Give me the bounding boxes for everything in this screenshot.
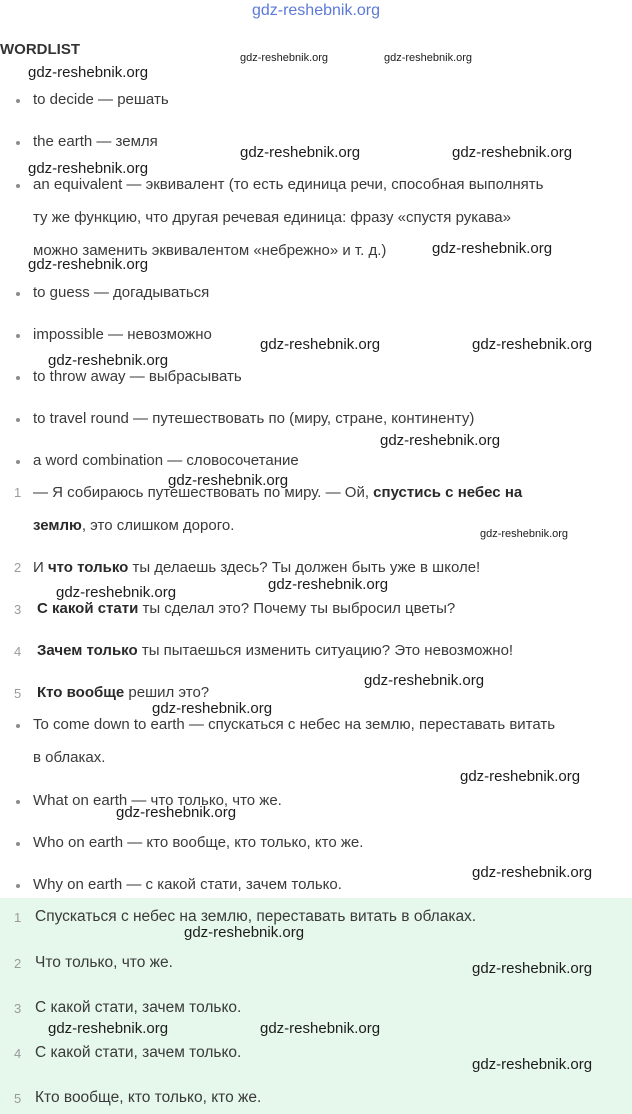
bullet-icon (16, 141, 20, 145)
watermark: gdz-reshebnik.org (260, 1020, 381, 1037)
exercise-item: С какой стати ты сделал это? Почему ты выбросил цветы? (37, 600, 456, 617)
watermark: gdz-reshebnik.org (168, 472, 289, 489)
bullet-icon (16, 292, 20, 296)
answer-number: 3 (14, 1001, 22, 1016)
watermark: gdz-reshebnik.org (380, 432, 501, 449)
exercise-number: 5 (14, 686, 22, 701)
watermark: gdz-reshebnik.org (28, 256, 149, 273)
answer-item: Что только, что же. (35, 954, 173, 971)
wordlist-item: the earth — земля (33, 133, 158, 150)
bullet-icon (16, 800, 20, 804)
watermark: gdz-reshebnik.org (384, 52, 473, 64)
watermark: gdz-reshebnik.org (48, 352, 169, 369)
wordlist-item: to travel round — путешествовать по (миру, стране, континенту) (33, 410, 475, 427)
site-title[interactable]: gdz-reshebnik.org (251, 2, 381, 19)
wordlist-item: to decide — решать (33, 91, 169, 108)
wordlist-item: a word combination — словосочетание (33, 452, 299, 469)
watermark: gdz-reshebnik.org (152, 700, 273, 717)
exercise-item: Зачем только ты пытаешься изменить ситуацию? Это невозможно! (37, 642, 514, 659)
answer-item: Спускаться с небес на землю, переставать витать в облаках. (35, 908, 477, 925)
phrase-item-continued: в облаках. (33, 749, 106, 766)
bullet-icon (16, 99, 20, 103)
watermark: gdz-reshebnik.org (432, 240, 553, 257)
watermark: gdz-reshebnik.org (472, 1056, 593, 1073)
watermark: gdz-reshebnik.org (184, 924, 305, 941)
bullet-icon (16, 184, 20, 188)
exercise-item: И что только ты делаешь здесь? Ты должен быть уже в школе! (33, 559, 481, 576)
bullet-icon (16, 418, 20, 422)
watermark: gdz-reshebnik.org (460, 768, 581, 785)
exercise-number: 1 (14, 485, 22, 500)
watermark: gdz-reshebnik.org (28, 160, 149, 177)
bullet-icon (16, 842, 20, 846)
watermark: gdz-reshebnik.org (240, 144, 361, 161)
watermark: gdz-reshebnik.org (56, 584, 177, 601)
watermark: gdz-reshebnik.org (116, 804, 237, 821)
watermark: gdz-reshebnik.org (268, 576, 389, 593)
bullet-icon (16, 884, 20, 888)
bullet-icon (16, 376, 20, 380)
exercise-item: — Я собираюсь путешествовать по миру. — Ой, спустись с небес на (33, 484, 523, 501)
watermark: gdz-reshebnik.org (260, 336, 381, 353)
wordlist-header: WORDLIST (0, 41, 80, 58)
answer-number: 4 (14, 1046, 22, 1061)
watermark: gdz-reshebnik.org (48, 1020, 169, 1037)
phrase-item: To come down to earth — спускаться с небес на землю, переставать витать (33, 716, 556, 733)
exercise-item-continued: землю, это слишком дорого. (33, 517, 235, 534)
wordlist-item: to throw away — выбрасывать (33, 368, 242, 385)
wordlist-item-continued: ту же функцию, что другая речевая единица: фразу «спустя рукава» (33, 209, 511, 226)
exercise-number: 3 (14, 602, 22, 617)
exercise-number: 2 (14, 560, 22, 575)
watermark: gdz-reshebnik.org (28, 64, 149, 81)
phrase-item: What on earth — что только, что же. (33, 792, 282, 809)
bullet-icon (16, 460, 20, 464)
answer-number: 2 (14, 956, 22, 971)
bullet-icon (16, 334, 20, 338)
watermark: gdz-reshebnik.org (240, 52, 329, 64)
watermark: gdz-reshebnik.org (480, 528, 569, 540)
answer-item: Кто вообще, кто только, кто же. (35, 1089, 262, 1106)
wordlist-item: an equivalent — эквивалент (то есть единица речи, способная выполнять (33, 176, 544, 193)
answer-number: 5 (14, 1091, 22, 1106)
bullet-icon (16, 724, 20, 728)
watermark: gdz-reshebnik.org (364, 672, 485, 689)
exercise-number: 4 (14, 644, 22, 659)
answer-number: 1 (14, 910, 22, 925)
answer-item: С какой стати, зачем только. (35, 999, 242, 1016)
wordlist-item: impossible — невозможно (33, 326, 212, 343)
watermark: gdz-reshebnik.org (452, 144, 573, 161)
answer-item: С какой стати, зачем только. (35, 1044, 242, 1061)
phrase-item: Who on earth — кто вообще, кто только, кто же. (33, 834, 364, 851)
watermark: gdz-reshebnik.org (472, 336, 593, 353)
wordlist-item: to guess — догадываться (33, 284, 210, 301)
phrase-item: Why on earth — с какой стати, зачем только. (33, 876, 342, 893)
exercise-item: Кто вообще решил это? (37, 684, 210, 701)
wordlist-item-continued: можно заменить эквивалентом «небрежно» и т. д.) (33, 242, 387, 259)
watermark: gdz-reshebnik.org (472, 960, 593, 977)
watermark: gdz-reshebnik.org (472, 864, 593, 881)
